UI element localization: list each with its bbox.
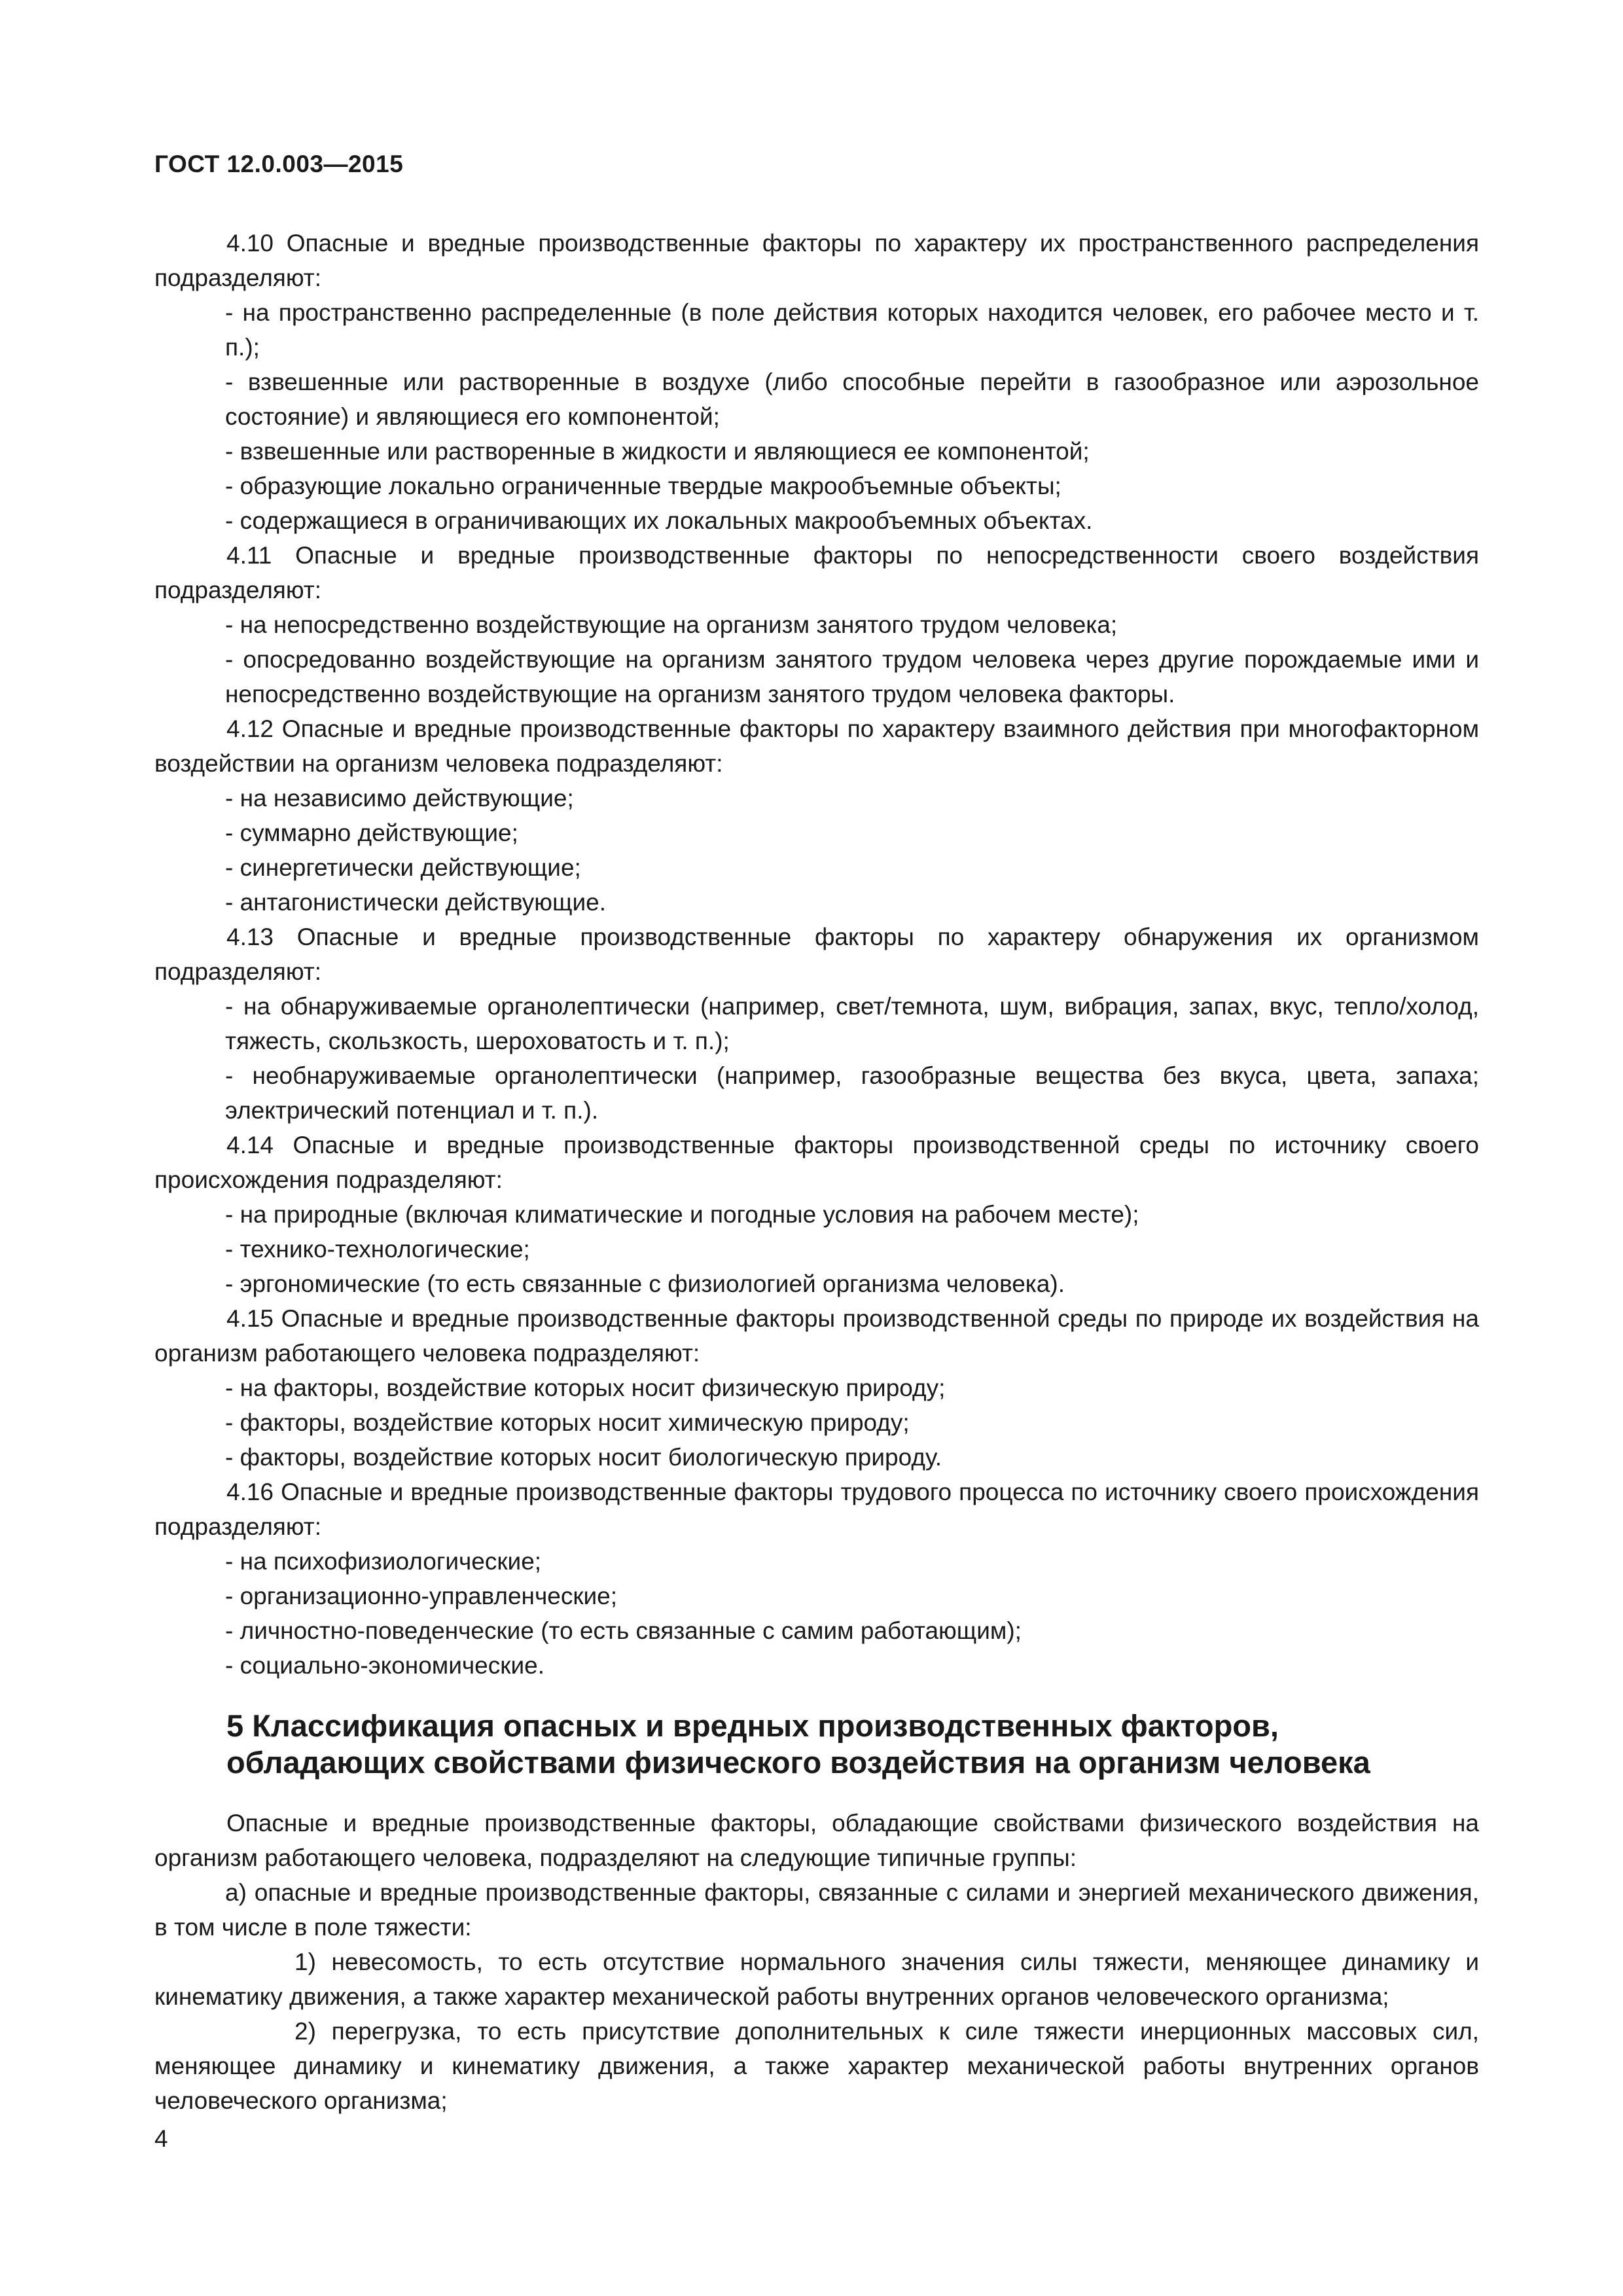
paragraph: - личностно-поведенческие (то есть связанные с самим работающим); xyxy=(225,1617,1022,1644)
section-5-title-line-2: обладающих свойствами физического воздействия на организм человека xyxy=(226,1745,1370,1780)
section-4-paragraphs xyxy=(154,226,1479,1683)
document-body xyxy=(154,226,1479,2118)
paragraph: 4.14 Опасные и вредные производственные факторы производственной среды по источнику своего происхождения подразделяют: xyxy=(154,1132,1479,1193)
paragraph: - взвешенные или растворенные в воздухе (либо способные перейти в газообразное или аэрозольное состояние) и являющиеся его компонентой; xyxy=(225,368,1479,430)
paragraph: - социально-экономические. xyxy=(225,1652,544,1679)
paragraph: а) опасные и вредные производственные факторы, связанные с силами и энергией механического движения, в том числе в поле тяжести: xyxy=(154,1879,1479,1941)
paragraph: 1) невесомость, то есть отсутствие нормального значения силы тяжести, меняющее динамику и кинематику движения, а также характер механической работы внутренних органов человеческого организма; xyxy=(154,1948,1479,2010)
paragraph: 4.15 Опасные и вредные производственные факторы производственной среды по природе их воздействия на организм работающего человека подразделяют: xyxy=(154,1305,1479,1367)
paragraph: - содержащиеся в ограничивающих их локальных макрообъемных объектах. xyxy=(225,507,1093,534)
paragraph: - эргономические (то есть связанные с физиологией организма человека). xyxy=(225,1270,1065,1297)
paragraph: 4.11 Опасные и вредные производственные факторы по непосредственности своего воздействия подразделяют: xyxy=(154,542,1479,603)
paragraph: - на непосредственно воздействующие на организм занятого трудом человека; xyxy=(225,611,1118,638)
paragraph: - на психофизиологические; xyxy=(225,1548,542,1575)
paragraph: 2) перегрузка, то есть присутствие дополнительных к силе тяжести инерционных массовых сил, меняющее динамику и кинематику движения, а также характер механической работы внутренних органов человеческого организма; xyxy=(154,2018,1479,2114)
section-5-title xyxy=(154,1708,1479,1781)
paragraph: - на природные (включая климатические и погодные условия на рабочем месте); xyxy=(225,1201,1139,1228)
paragraph: - организационно-управленческие; xyxy=(225,1583,618,1609)
paragraph: 4.12 Опасные и вредные производственные факторы по характеру взаимного действия при многофакторном воздействии на организм человека подразделяют: xyxy=(154,715,1479,777)
paragraph: 4.16 Опасные и вредные производственные факторы трудового процесса по источнику своего происхождения подразделяют: xyxy=(154,1479,1479,1540)
paragraph: 4.10 Опасные и вредные производственные факторы по характеру их пространственного распределения подразделяют: xyxy=(154,230,1479,291)
paragraph: - взвешенные или растворенные в жидкости и являющиеся ее компонентой; xyxy=(225,438,1090,465)
paragraph: - образующие локально ограниченные твердые макрообъемные объекты; xyxy=(225,473,1061,499)
paragraph: - синергетически действующие; xyxy=(225,854,581,881)
paragraph: - на независимо действующие; xyxy=(225,785,574,812)
paragraph: - суммарно действующие; xyxy=(225,819,518,846)
paragraph: - необнаруживаемые органолептически (например, газообразные вещества без вкуса, цвета, запаха; электрический потенциал и т. п.). xyxy=(225,1062,1479,1124)
paragraph: - на обнаруживаемые органолептически (например, свет/темнота, шум, вибрация, запах, вкус, тепло/холод, тяжесть, скользкость, шероховатость и т. п.); xyxy=(225,993,1479,1054)
section-5-paragraphs xyxy=(154,1806,1479,2118)
paragraph: - опосредованно воздействующие на организм занятого трудом человека через другие порождаемые ими и непосредственно воздействующие на организм занятого трудом человека факторы. xyxy=(225,646,1479,708)
paragraph: - антагонистически действующие. xyxy=(225,889,607,916)
section-5-title-line-1: 5 Классификация опасных и вредных производственных факторов, xyxy=(226,1708,1279,1743)
paragraph: - факторы, воздействие которых носит химическую природу; xyxy=(225,1409,910,1436)
paragraph: - на пространственно распределенные (в поле действия которых находится человек, его рабочее место и т. п.); xyxy=(225,299,1479,361)
paragraph: - технико-технологические; xyxy=(225,1236,530,1263)
paragraph: Опасные и вредные производственные факторы, обладающие свойствами физического воздействия на организм работающего человека, подразделяют на следующие типичные группы: xyxy=(154,1810,1479,1871)
paragraph: - на факторы, воздействие которых носит физическую природу; xyxy=(225,1374,946,1401)
page-number: 4 xyxy=(154,2125,168,2152)
document-code-header: ГОСТ 12.0.003—2015 xyxy=(154,151,404,177)
paragraph: 4.13 Опасные и вредные производственные факторы по характеру обнаружения их организмом подразделяют: xyxy=(154,924,1479,985)
paragraph: - факторы, воздействие которых носит биологическую природу. xyxy=(225,1444,942,1471)
